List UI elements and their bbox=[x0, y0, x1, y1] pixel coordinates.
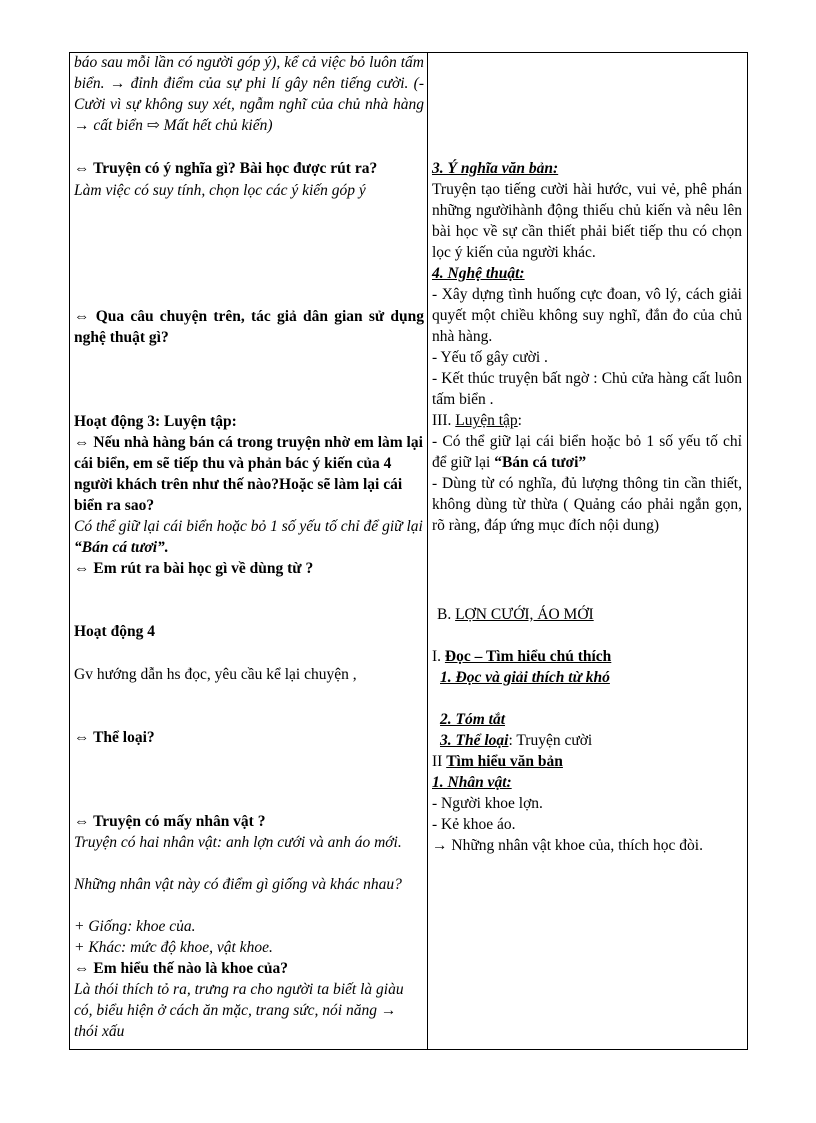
character-1: - Người khoe lợn. bbox=[432, 795, 543, 812]
section-1-heading: I. Đọc – Tìm hiểu chú thích bbox=[432, 648, 612, 665]
question-compare: Những nhân vật này có điểm gì giống và khác nhau? bbox=[74, 876, 402, 893]
characters-heading: 1. Nhân vật: bbox=[432, 774, 512, 791]
answer-same: + Giống: khoe của. bbox=[74, 918, 196, 935]
section-1-1: 1. Đọc và giải thích từ khó bbox=[440, 669, 610, 686]
practice-heading: III. Luyện tập: bbox=[432, 412, 522, 429]
section-3-genre: 3. Thể loại: Truyện cười bbox=[440, 732, 593, 749]
column-divider bbox=[427, 52, 428, 1050]
section-b-title: B. LỢN CƯỚI, ÁO MỚI bbox=[437, 606, 594, 623]
left-intro-text: báo sau mỗi lần có người góp ý), kể cả việc bỏ luôn tấm biển. → đỉnh điểm của sự phi lí gây nên tiếng cười. (- Cười vì sự không suy xét, ngẫm nghĩ của chủ nhà hàng → cất biển ⇨ Mất hết chủ kiến) bbox=[74, 54, 424, 134]
teacher-instruction: Gv hướng dẫn hs đọc, yêu cầu kể lại chuyện , bbox=[74, 666, 357, 683]
practice-item-2: - Dùng từ có nghĩa, đủ lượng thông tin cần thiết, không dùng từ thừa ( Quảng cáo phải ngắn gọn, rõ ràng, đáp ứng mục đích nội dung) bbox=[432, 475, 742, 534]
art-item-3: - Kết thúc truyện bất ngờ : Chủ cửa hàng cất luôn tấm biển . bbox=[432, 370, 742, 408]
question-word-usage: ⇔ Em rút ra bài học gì về dùng từ ? bbox=[74, 560, 314, 577]
meaning-heading: 3. Ý nghĩa văn bản: bbox=[432, 160, 559, 177]
characters-conclusion: → Những nhân vật khoe của, thích học đòi. bbox=[432, 837, 703, 854]
character-2: - Kẻ khoe áo. bbox=[432, 816, 516, 833]
answer-different: + Khác: mức độ khoe, vật khoe. bbox=[74, 939, 273, 956]
art-heading: 4. Nghệ thuật: bbox=[432, 265, 525, 282]
activity-3-heading: Hoạt động 3: Luyện tập: bbox=[74, 413, 237, 430]
question-practice: ⇔ Nếu nhà hàng bán cá trong truyện nhờ em làm lại cái biển, em sẽ tiếp thu và phản bác ý kiến của 4 người khách trên như thế nào?Hoặc sẽ làm lại cái biển ra sao? bbox=[74, 434, 423, 514]
question-genre: ⇔ Thể loại? bbox=[74, 729, 155, 746]
art-item-2: - Yếu tố gây cười . bbox=[432, 349, 548, 366]
answer-showing-off: Là thói thích tỏ ra, trưng ra cho người ta biết là giàu có, biểu hiện ở cách ăn mặc, trang sức, nói năng → thói xấu bbox=[74, 981, 404, 1040]
answer-characters: Truyện có hai nhân vật: anh lợn cưới và anh áo mới. bbox=[74, 834, 402, 851]
question-art: ⇔ Qua câu chuyện trên, tác giả dân gian sử dụng nghệ thuật gì? bbox=[74, 308, 424, 346]
answer-meaning: Làm việc có suy tính, chọn lọc các ý kiến góp ý bbox=[74, 182, 366, 199]
answer-practice: Có thể giữ lại cái biển hoặc bỏ 1 số yếu tố chỉ để giữ lại “Bán cá tươi”. bbox=[74, 518, 423, 556]
activity-4-heading: Hoạt động 4 bbox=[74, 623, 155, 640]
question-characters: ⇔ Truyện có mấy nhân vật ? bbox=[74, 813, 266, 830]
practice-item-1: - Có thể giữ lại cái biển hoặc bỏ 1 số yếu tố chỉ để giữ lại “Bán cá tươi” bbox=[432, 433, 742, 471]
section-ii-heading: II Tìm hiểu văn bản bbox=[432, 753, 563, 770]
meaning-text: Truyện tạo tiếng cười hài hước, vui vẻ, phê phán những ngườihành động thiếu chủ kiến và nêu lên bài học về sự cần thiết phải biết tiếp thu có chọn lọc ý kiến của người khác. bbox=[432, 181, 742, 261]
question-showing-off: ⇔ Em hiểu thế nào là khoe của? bbox=[74, 960, 289, 977]
section-2-summary: 2. Tóm tắt bbox=[440, 711, 506, 728]
question-meaning: ⇔ Truyện có ý nghĩa gì? Bài học được rút ra? bbox=[74, 160, 378, 177]
art-item-1: - Xây dựng tình huống cực đoan, vô lý, cách giải quyết một chiều không suy nghĩ, đắn đo của chủ nhà hàng. bbox=[432, 286, 742, 345]
